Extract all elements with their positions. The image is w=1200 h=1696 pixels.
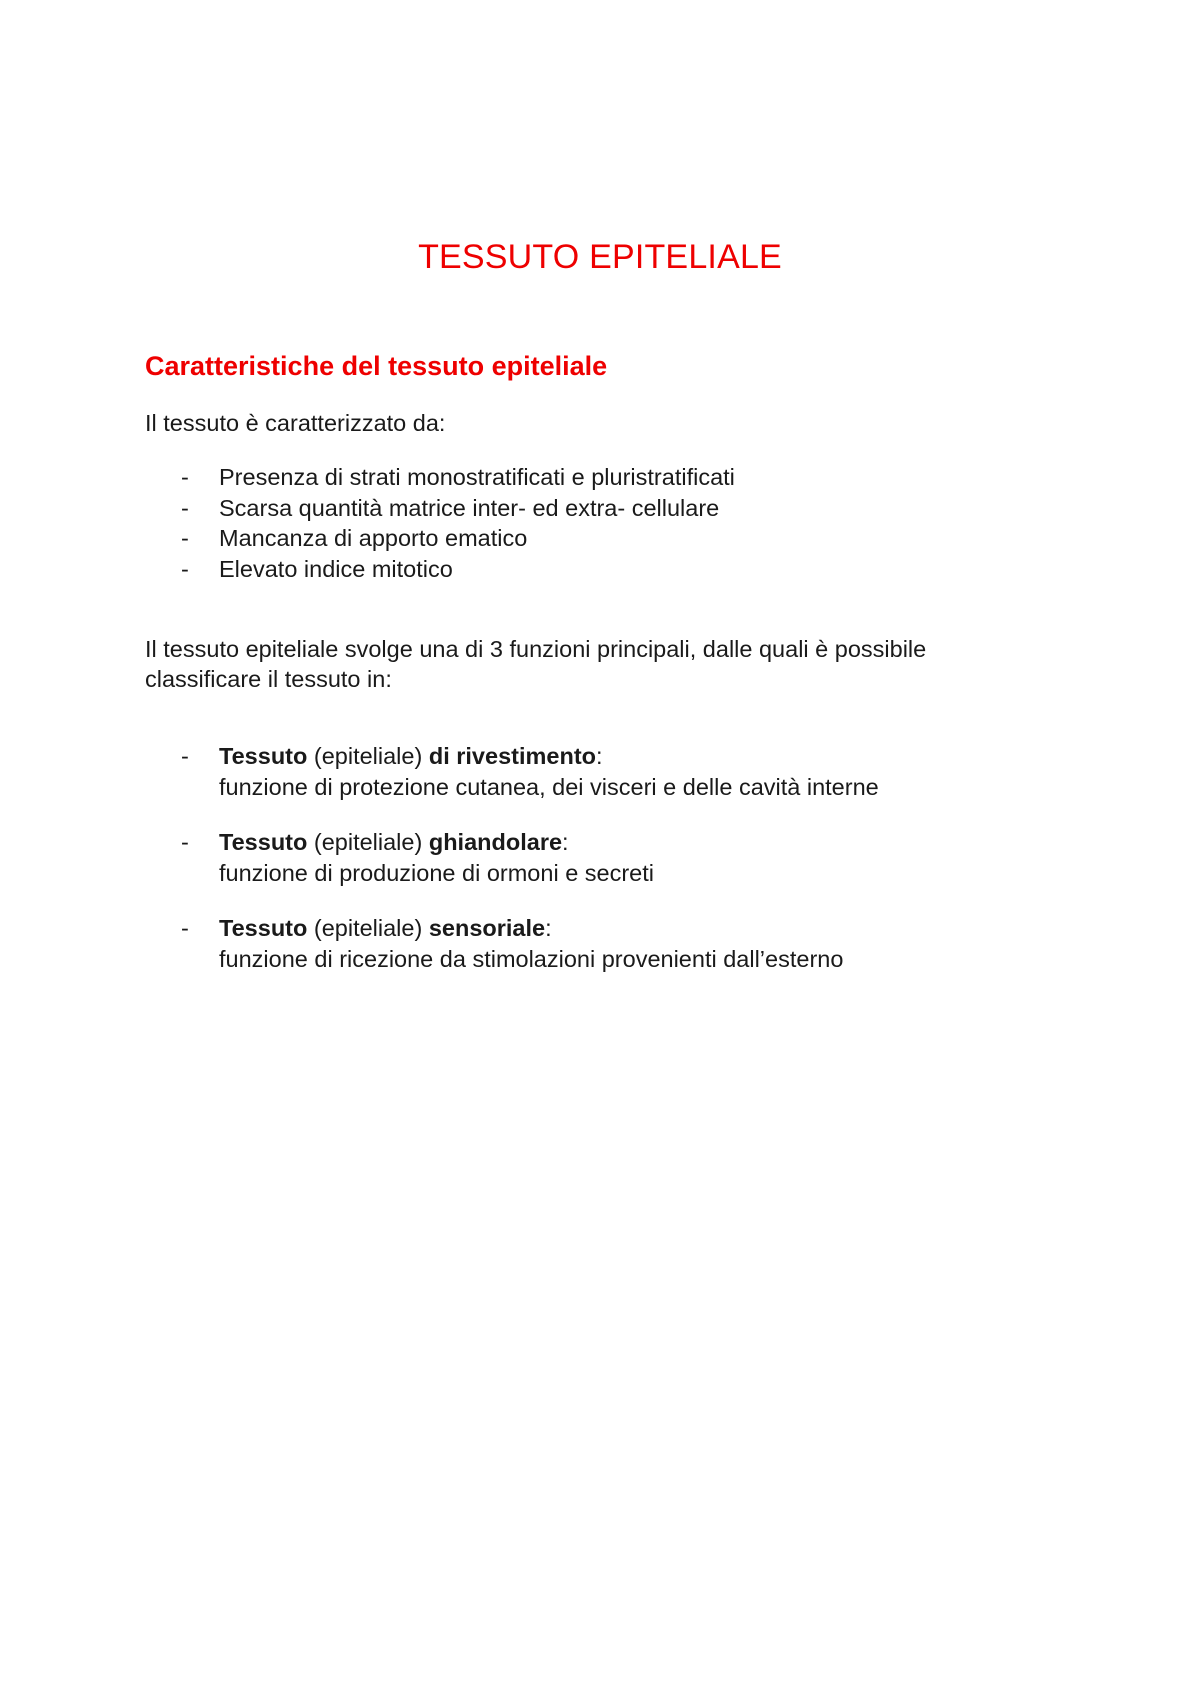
type-qualifier: (epiteliale) [307,915,429,941]
functions-intro-line: classificare il tessuto in: [145,666,392,692]
type-colon: : [596,743,603,769]
type-heading [219,829,569,855]
type-qualifier: (epiteliale) [307,829,429,855]
feature-text: Scarsa quantità matrice inter- ed extra- cellulare [219,494,720,521]
type-description: funzione di ricezione da stimolazioni provenienti dall’esterno [219,945,844,972]
list-item [145,523,735,554]
document-title: TESSUTO EPITELIALE [418,238,782,276]
functions-intro-line: Il tessuto epiteliale svolge una di 3 funzioni principali, dalle quali è possibile [145,636,927,662]
type-colon: : [562,829,569,855]
type-description: funzione di produzione di ormoni e secreti [219,859,655,886]
type-description: funzione di protezione cutanea, dei visceri e delle cavità interne [219,773,879,800]
bullet-dash: - [181,555,189,582]
bullet-dash: - [181,743,189,769]
tissue-types-list [145,741,879,999]
list-item [145,827,879,888]
feature-text: Mancanza di apporto ematico [219,525,528,551]
type-name: ghiandolare [428,829,563,855]
bullet-dash: - [181,494,189,521]
type-heading [219,743,603,769]
feature-text: Elevato indice mitotico [219,555,453,582]
type-colon: : [545,915,552,941]
bullet-dash: - [181,464,189,490]
type-bold-label: Tessuto [219,915,308,941]
bullet-dash: - [181,525,189,551]
feature-text: Presenza di strati monostratificati e pluristratificati [219,464,735,490]
type-heading [219,915,552,941]
type-name: di rivestimento [428,743,596,769]
bullet-dash: - [181,915,189,941]
features-list [145,462,735,584]
type-bold-label: Tessuto [219,743,308,769]
bullet-dash: - [181,829,189,855]
section-heading: Caratteristiche del tessuto epiteliale [145,351,608,381]
type-bold-label: Tessuto [219,829,308,855]
functions-paragraph [145,634,1065,694]
list-item [145,741,879,802]
list-item [145,493,735,524]
list-item [145,913,879,974]
type-name: sensoriale [428,915,546,941]
list-item [145,554,735,585]
intro-paragraph: Il tessuto è caratterizzato da: [145,410,446,436]
list-item [145,462,735,493]
type-qualifier: (epiteliale) [307,743,429,769]
